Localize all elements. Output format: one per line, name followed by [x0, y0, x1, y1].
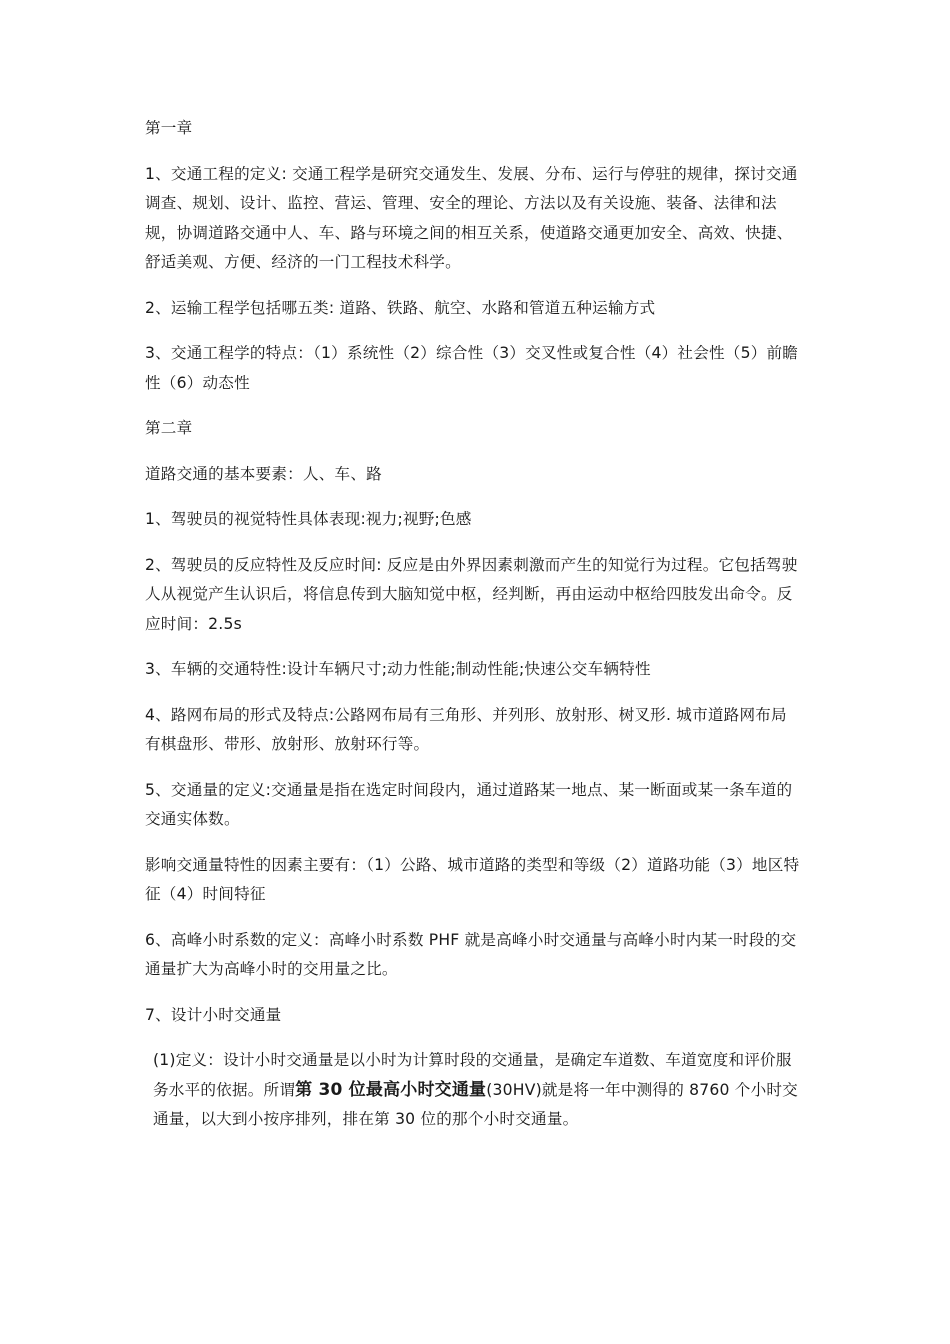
paragraph-traffic-engineering-definition: 1、交通工程的定义: 交通工程学是研究交通发生、发展、分布、运行与停驻的规律，探讨交通调查、规划、设计、监控、营运、管理、安全的理论、方法以及有关设施、装备、法律和法规，协调道路交通中人、车、路与环境之间的相互关系，使道路交通更加安全、高效、快捷、舒适美观、方便、经济的一门工程技术科学。 — [145, 164, 798, 271]
paragraph-driver-reaction: 2、驾驶员的反应特性及反应时间: 反应是由外界因素刺激而产生的知觉行为过程。它包括驾驶人从视觉产生认识后，将信息传到大脑知觉中枢，经判断，再由运动中枢给四肢发出命令。反应时间：2.5s — [145, 555, 798, 633]
chapter-2-title: 第二章 — [145, 419, 193, 437]
paragraph-traffic-engineering-features: 3、交通工程学的特点：（1）系统性（2）综合性（3）交叉性或复合性（4）社会性（5）前瞻性（6）动态性 — [145, 344, 799, 392]
chapter-1-title: 第一章 — [145, 119, 193, 137]
paragraph-design-hourly-volume-title: 7、设计小时交通量 — [145, 1005, 282, 1024]
paragraph-road-network-layout: 4、路网布局的形式及特点:公路网布局有三角形、并列形、放射形、树叉形. 城市道路网布局有棋盘形、带形、放射形、放射环行等。 — [145, 705, 787, 753]
paragraph-traffic-volume-definition: 5、交通量的定义:交通量是指在选定时间段内，通过道路某一地点、某一断面或某一条车道的交通实体数。 — [145, 780, 793, 828]
paragraph-peak-hour-factor: 6、高峰小时系数的定义：高峰小时系数 PHF 就是高峰小时交通量与高峰小时内某一时段的交通量扩大为高峰小时的交用量之比。 — [145, 930, 797, 978]
paragraph-design-hourly-volume-definition — [145, 1046, 800, 1135]
document-body — [145, 114, 800, 1151]
paragraph-driver-visual: 1、驾驶员的视觉特性具体表现:视力;视野;色感 — [145, 510, 472, 528]
bold-term-30hv: 第 30 位最高小时交通量 — [295, 1079, 487, 1100]
paragraph-text-part-a: (1)定义：设计小时交通量是以小时为计算时段的交通量，是确定车道数、车道宽度和评价服务水平的依据。所谓 — [153, 1051, 792, 1099]
paragraph-traffic-volume-factors: 影响交通量特性的因素主要有：（1）公路、城市道路的类型和等级（2）道路功能（3）地区特征（4）时间特征 — [145, 855, 800, 903]
paragraph-text-part-b: (30HV)就是将一年中测得的 8760 个小时交通量，以大到小按序排列，排在第 30 位的那个小时交通量。 — [153, 1080, 798, 1128]
paragraph-basic-elements: 道路交通的基本要素：人、车、路 — [145, 464, 382, 483]
paragraph-transport-types: 2、运输工程学包括哪五类: 道路、铁路、航空、水路和管道五种运输方式 — [145, 298, 656, 317]
paragraph-vehicle-characteristics: 3、车辆的交通特性:设计车辆尺寸;动力性能;制动性能;快速公交车辆特性 — [145, 660, 651, 678]
